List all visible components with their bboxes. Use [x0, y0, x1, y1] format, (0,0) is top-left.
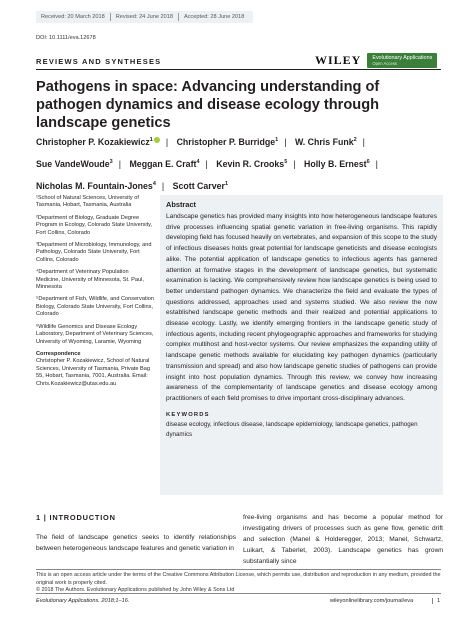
received-date: Received: 20 March 2018 [36, 13, 111, 21]
affiliation: ⁶Wildlife Genomics and Disease Ecology Laboratory, Department of Veterinary Sciences, University of Wyoming, Laramie, Wyoming [36, 323, 154, 345]
accepted-date: Accepted: 28 June 2018 [183, 14, 245, 20]
article-title: Pathogens in space: Advancing understanding of pathogen dynamics and disease ecology through landscape genetics [36, 79, 380, 131]
article-dates [36, 11, 253, 23]
author[interactable]: Sue VandeWoude$^3$ [36, 158, 113, 169]
journal-badge-title: Evolutionary Applications [372, 55, 433, 61]
license-footnote [36, 572, 441, 595]
affiliations-column [36, 195, 154, 393]
author[interactable]: Nicholas M. Fountain-Jones$^4$ [36, 180, 156, 191]
journal-badge[interactable] [367, 53, 437, 68]
footer-divider [36, 593, 441, 594]
open-access-label: Open Access [372, 61, 398, 66]
license-text: This is an open access article under the terms of the Creative Commons Attribution License, which permits use, distribution and reproduction in any medium, provided the original work is properly cited. [36, 572, 441, 586]
affiliation: ³Department of Microbiology, Immunology, and Pathology, Colorado State University, Fort Collins, Colorado [36, 242, 152, 263]
wiley-logo[interactable]: WILEY [315, 53, 362, 67]
section-label: REVIEWS AND SYNTHESES [36, 57, 162, 66]
author[interactable]: W. Chris Funk$^2$ [294, 136, 357, 147]
publisher-header [315, 53, 437, 68]
keywords-heading: KEYWORDS [166, 411, 210, 418]
author[interactable]: Holly B. Ernest$^6$ [304, 158, 370, 169]
page-number: 1 [432, 598, 440, 604]
author[interactable]: Meggan E. Craft$^4$ [129, 158, 200, 169]
introduction-heading: 1 | INTRODUCTION [36, 513, 116, 522]
intro-right-column: free-living organisms and has become a popular method for investigating drivers of processes such as gene flow, genetic drift and selection (Manel & Holderegger, 2013; Manel, Schwartz, Luikart, & Taberlet, 2003). Landscape genetics has grown substantially since [243, 514, 443, 565]
author-list: Christopher P. Kozakiewicz$^1$ | Christopher P. Burridge$^1$ | W. Chris Funk$^2$ | Sue VandeWoude$^3$ | Meggan E. Craft$^4$ | Kevin R. Crooks$^5$ | Holly B. Ernest$^6$ | Nicholas M. Fountain-Jones$^4$ | Scott Carver$^1$ [36, 136, 378, 191]
author[interactable]: Scott Carver$^1$ [172, 180, 229, 191]
footnote-divider [36, 569, 441, 570]
copyright-text: © 2018 The Authors. Evolutionary Applications published by John Wiley & Sons Ltd [36, 587, 235, 594]
abstract-heading: Abstract [166, 200, 196, 209]
header-divider [36, 69, 441, 70]
author[interactable]: Christopher P. Kozakiewicz$^1$ [36, 136, 153, 147]
author[interactable]: Christopher P. Burridge$^1$ [176, 136, 279, 147]
abstract-panel [160, 195, 443, 495]
footer-url[interactable]: wileyonlinelibrary.com/journal/eva [330, 598, 414, 604]
revised-date: Revised: 24 June 2018 [111, 13, 179, 21]
keywords-text: disease ecology, infectious disease, landscape epidemiology, landscape genetics, pathogen dynamics [166, 420, 418, 438]
author[interactable]: Kevin R. Crooks$^5$ [216, 158, 288, 169]
correspondence-heading: Correspondence [36, 350, 81, 357]
abstract-text: Landscape genetics has provided many insights into how heterogeneous landscape features drive processes influencing spatial genetic variation in free-living organisms. This rapidly developing field has focused heavily on vertebrates, and expansion of this scope to the study of infectious diseases holds great potential for landscape geneticists and disease ecologists alike. The potential application of landscape genetics to infectious agents has garnered attention at formative stages in the development of landscape genetics, but systematic examination is lacking. We comprehensively review how landscape genetics is being used to better understand pathogen dynamics. We characterize the field and evaluate the types of questions addressed, approaches used and systems studied. We also review the now established landscape genetic methods and their realized and potential applications to disease ecology. Lastly, we identify emerging frontiers in the landscape genetic study of infectious agents, including recent phylogeographic approaches and frameworks for studying complex multihost and host-vector systems. Our review emphasizes the expanding utility of landscape genetic methods available for elucidating key pathogen dynamics (particularly transmission and spread) and also how landscape genetic studies of pathogens can provide insight into host population dynamics. Through this review, we convey how increasing awareness of the complementarity of landscape genetics and disease ecology among practitioners of each field promises to drive important cross-disciplinary advances. [166, 213, 437, 402]
intro-left-column: The field of landscape genetics seeks to identify relationships between heterogeneous landscape features and genetic variation in [36, 534, 236, 552]
affiliation: ¹School of Natural Sciences, University of Tasmania, Hobart, Tasmania, Australia [36, 195, 139, 209]
doi-link[interactable]: DOI: 10.1111/eva.12678 [36, 35, 96, 41]
affiliation: ²Department of Biology, Graduate Degree Program in Ecology, Colorado State University, Fort Collins, Colorado [36, 214, 153, 236]
footer-journal: Evolutionary Applications. 2018;1–16. [36, 598, 130, 604]
correspondence-text: Christopher P. Kozakiewicz, School of Natural Sciences, University of Tasmania, Private Bag 55, Hobart, Tasmania, 7001, Australia. Email: Chris.Kozakiewicz@utas.edu.au [36, 358, 150, 387]
affiliation: ⁵Department of Fish, Wildlife, and Conservation Biology, Colorado State University, Fort Collins, Colorado [36, 296, 154, 318]
orcid-icon[interactable] [154, 137, 160, 143]
affiliation: ⁴Department of Veterinary Population Medicine, University of Minnesota, St. Paul, Minnesota [36, 269, 144, 291]
